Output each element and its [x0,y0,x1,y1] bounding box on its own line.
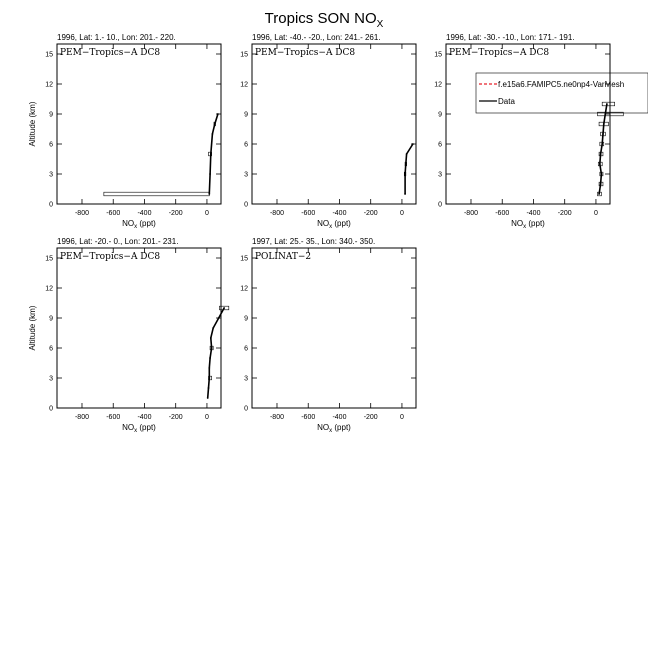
y-tick-label: 15 [240,51,248,59]
data-point [207,397,209,399]
legend-label: f.e15a6.FAMIPC5.ne0np4-VarMesh [498,80,625,89]
y-tick-label: 6 [49,345,53,353]
data-point [600,183,602,185]
y-tick-label: 12 [45,285,53,293]
panel-header: 1996, Lat: -30.- -10., Lon: 171.- 191. [446,33,575,42]
x-tick-label: -600 [301,210,316,217]
x-axis-label-unit: (ppt) [332,423,351,432]
data-point [217,113,219,115]
data-point [214,123,216,125]
y-tick-label: 6 [438,141,442,149]
legend-box [476,73,648,113]
data-point [604,113,606,115]
data-point [208,387,210,389]
x-tick-label: -800 [463,210,478,217]
x-axis-label-unit: (ppt) [332,219,351,228]
x-tick-label: -200 [557,210,572,217]
figure-title-main: Tropics SON NO [264,10,377,27]
legend-label: Data [498,97,515,106]
data-point [601,173,603,175]
data-point [599,163,601,165]
panel-2 [240,33,416,230]
x-tick-label: -800 [74,210,89,217]
data-point [404,193,406,195]
panel-header: 1997, Lat: 25.- 35., Lon: 340.- 350. [252,237,376,246]
x-axis-label-main: NO [511,219,524,228]
data-point [209,173,211,175]
y-tick-label: 3 [49,375,53,383]
plot-frame [252,248,416,408]
y-tick-label: 12 [45,81,53,89]
x-tick-label: -800 [269,210,284,217]
data-point [598,193,600,195]
data-point [405,163,407,165]
x-tick-label: -800 [269,414,284,421]
x-axis-label-main: NO [122,423,135,432]
data-point [210,153,212,155]
plot-frame [57,44,221,204]
y-tick-label: 9 [244,315,248,323]
panel-header: 1996, Lat: -40.- -20., Lon: 241.- 261. [252,33,381,42]
y-tick-label: 15 [434,51,442,59]
data-point [406,153,408,155]
y-tick-label: 3 [244,375,248,383]
y-axis-label: Altitude (km) [28,305,37,351]
x-axis-label [317,423,351,434]
x-axis-label-unit: (ppt) [137,219,156,228]
x-axis-label-main: NO [317,423,330,432]
data-series-line [405,144,413,194]
y-tick-label: 6 [244,345,248,353]
y-tick-label: 3 [49,171,53,179]
y-tick-label: 15 [45,255,53,263]
y-tick-label: 15 [240,255,248,263]
plot-frame [446,44,610,204]
y-tick-label: 3 [438,171,442,179]
y-tick-label: 12 [434,81,442,89]
x-tick-label: -600 [106,414,121,421]
x-tick-label: -200 [168,210,183,217]
campaign-label: PEM−Tropics−A DC8 [449,48,550,58]
spread-box [104,192,209,196]
x-tick-label: 0 [204,210,209,217]
data-point [208,193,210,195]
data-point [211,347,213,349]
x-tick-label: 0 [593,210,598,217]
panel-4 [28,237,229,434]
data-point [210,337,212,339]
data-point [223,307,225,309]
panel-header: 1996, Lat: 1.- 10., Lon: 201.- 220. [57,33,176,42]
x-axis-label [122,219,156,230]
x-axis-label-subscript: x [329,428,333,434]
data-point [606,103,608,105]
x-axis-label-subscript: x [134,428,138,434]
y-tick-label: 0 [438,201,442,209]
campaign-label: POLINAT−2 [255,252,312,262]
data-point [208,367,210,369]
x-axis-label-main: NO [122,219,135,228]
y-tick-label: 0 [244,405,248,413]
x-axis-label-unit: (ppt) [526,219,545,228]
x-axis-label [511,219,545,230]
y-tick-label: 6 [49,141,53,149]
data-point [602,133,604,135]
x-tick-label: -200 [363,414,378,421]
panels-group [28,33,648,434]
campaign-label: PEM−Tropics−A DC8 [255,48,356,58]
campaign-label: PEM−Tropics−A DC8 [60,48,161,58]
y-tick-label: 12 [240,285,248,293]
y-tick-label: 6 [244,141,248,149]
y-tick-label: 12 [240,81,248,89]
figure-title-subscript: X [376,19,384,30]
y-axis-label: Altitude (km) [28,101,37,147]
x-axis-label-subscript: x [523,224,527,230]
x-tick-label: -600 [106,210,121,217]
y-tick-label: 9 [49,111,53,119]
y-tick-label: 9 [49,315,53,323]
panel-5 [240,237,416,434]
data-point [603,123,605,125]
data-series-line [208,308,224,398]
x-tick-label: -400 [332,210,347,217]
x-axis-label-subscript: x [329,224,333,230]
x-tick-label: -200 [168,414,183,421]
x-tick-label: 0 [204,414,209,421]
data-point [600,153,602,155]
data-point [601,143,603,145]
campaign-label: PEM−Tropics−A DC8 [60,252,161,262]
data-series-line [599,104,607,194]
y-tick-label: 0 [49,201,53,209]
x-tick-label: 0 [399,210,404,217]
x-tick-label: 0 [399,414,404,421]
x-axis-label-subscript: x [134,224,138,230]
x-tick-label: -400 [137,414,152,421]
y-tick-label: 9 [244,111,248,119]
spread-box [602,102,614,106]
x-tick-label: -600 [301,414,316,421]
x-tick-label: -400 [137,210,152,217]
x-tick-label: -800 [74,414,89,421]
plot-frame [252,44,416,204]
plot-frame [57,248,221,408]
data-point [212,133,214,135]
data-point [209,357,211,359]
data-point [412,143,414,145]
y-tick-label: 3 [244,171,248,179]
x-tick-label: -600 [495,210,510,217]
y-tick-label: 0 [244,201,248,209]
data-point [404,173,406,175]
x-tick-label: -400 [526,210,541,217]
y-tick-label: 9 [438,111,442,119]
x-axis-label [122,423,156,434]
panel-1 [28,33,221,230]
x-tick-label: -200 [363,210,378,217]
panel-3 [434,33,648,230]
data-point [218,317,220,319]
x-axis-label [317,219,351,230]
y-tick-label: 15 [45,51,53,59]
x-axis-label-main: NO [317,219,330,228]
figure-title [265,10,384,30]
panel-header: 1996, Lat: -20.- 0., Lon: 201.- 231. [57,237,179,246]
y-tick-label: 0 [49,405,53,413]
data-point [212,327,214,329]
legend [476,73,648,113]
x-axis-label-unit: (ppt) [137,423,156,432]
data-point [208,377,210,379]
x-tick-label: -400 [332,414,347,421]
